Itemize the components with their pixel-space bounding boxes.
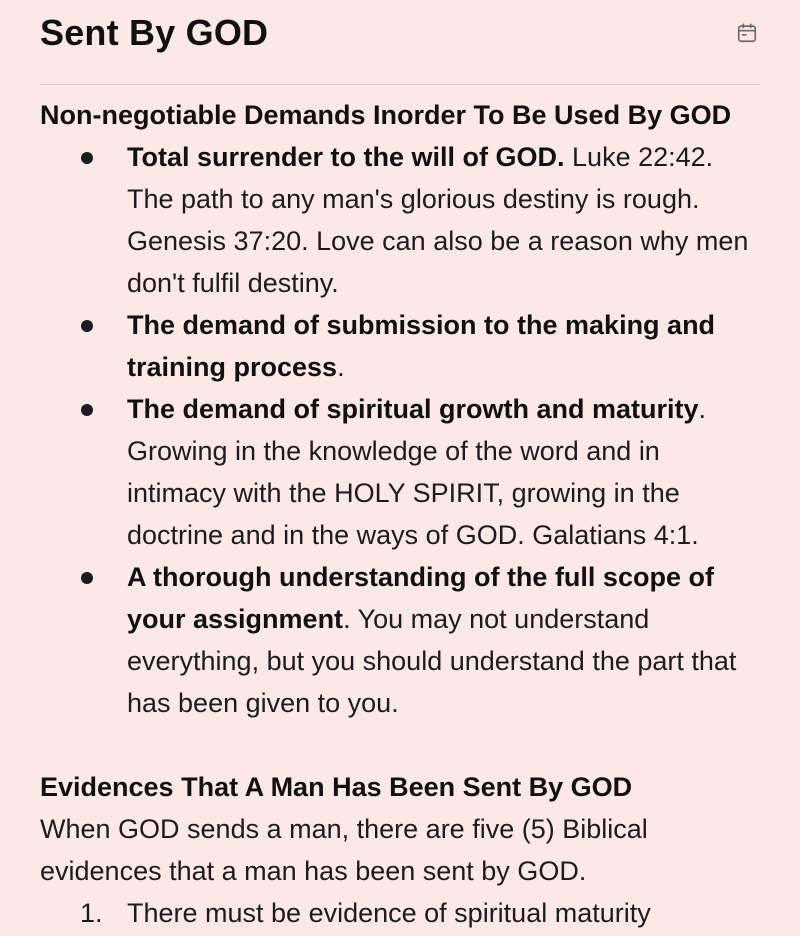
bullet-icon <box>81 572 93 584</box>
item-text: . Growing in the knowledge of the word and in intimacy with the HOLY SPIRIT, growing in the doctrine and in the ways of GOD. Galatians 4:1. <box>127 394 707 550</box>
list-item <box>40 136 764 304</box>
list-item <box>40 892 764 934</box>
section-heading-evidences: Evidences That A Man Has Been Sent By GOD <box>40 772 633 802</box>
bullet-icon <box>81 152 93 164</box>
intro-paragraph: When GOD sends a man, there are five (5) Biblical evidences that a man has been sent by GOD. <box>40 814 648 886</box>
item-lead: The demand of submission to the making and training process <box>127 310 716 382</box>
item-lead: Total surrender to the will of GOD. <box>127 142 565 172</box>
item-text: Luke 22:42. The path to any man's glorious destiny is rough. Genesis 37:20. Love can also be a reason why men don't fulfil destiny. <box>127 142 749 298</box>
blank-line <box>40 724 764 766</box>
list-item <box>40 304 764 388</box>
bullet-icon <box>81 404 93 416</box>
list-item <box>40 556 764 724</box>
item-lead: A thorough understanding of the full scope of your assignment <box>127 562 714 634</box>
item-lead: The demand of spiritual growth and maturity <box>127 394 699 424</box>
demands-list <box>40 136 764 724</box>
note-header <box>40 0 760 85</box>
section-heading-demands: Non-negotiable Demands Inorder To Be Used By GOD <box>40 100 732 130</box>
item-text: There must be evidence of spiritual maturity <box>127 898 651 928</box>
item-text: . You may not understand everything, but you should understand the part that has been given to you. <box>127 604 737 718</box>
note-body[interactable] <box>40 94 764 934</box>
item-text: . <box>337 352 345 382</box>
calendar-icon[interactable] <box>736 22 758 44</box>
evidences-list <box>40 892 764 934</box>
item-number: 1. <box>80 898 103 928</box>
page-title: Sent By GOD <box>40 12 269 53</box>
list-item <box>40 388 764 556</box>
bullet-icon <box>81 320 93 332</box>
